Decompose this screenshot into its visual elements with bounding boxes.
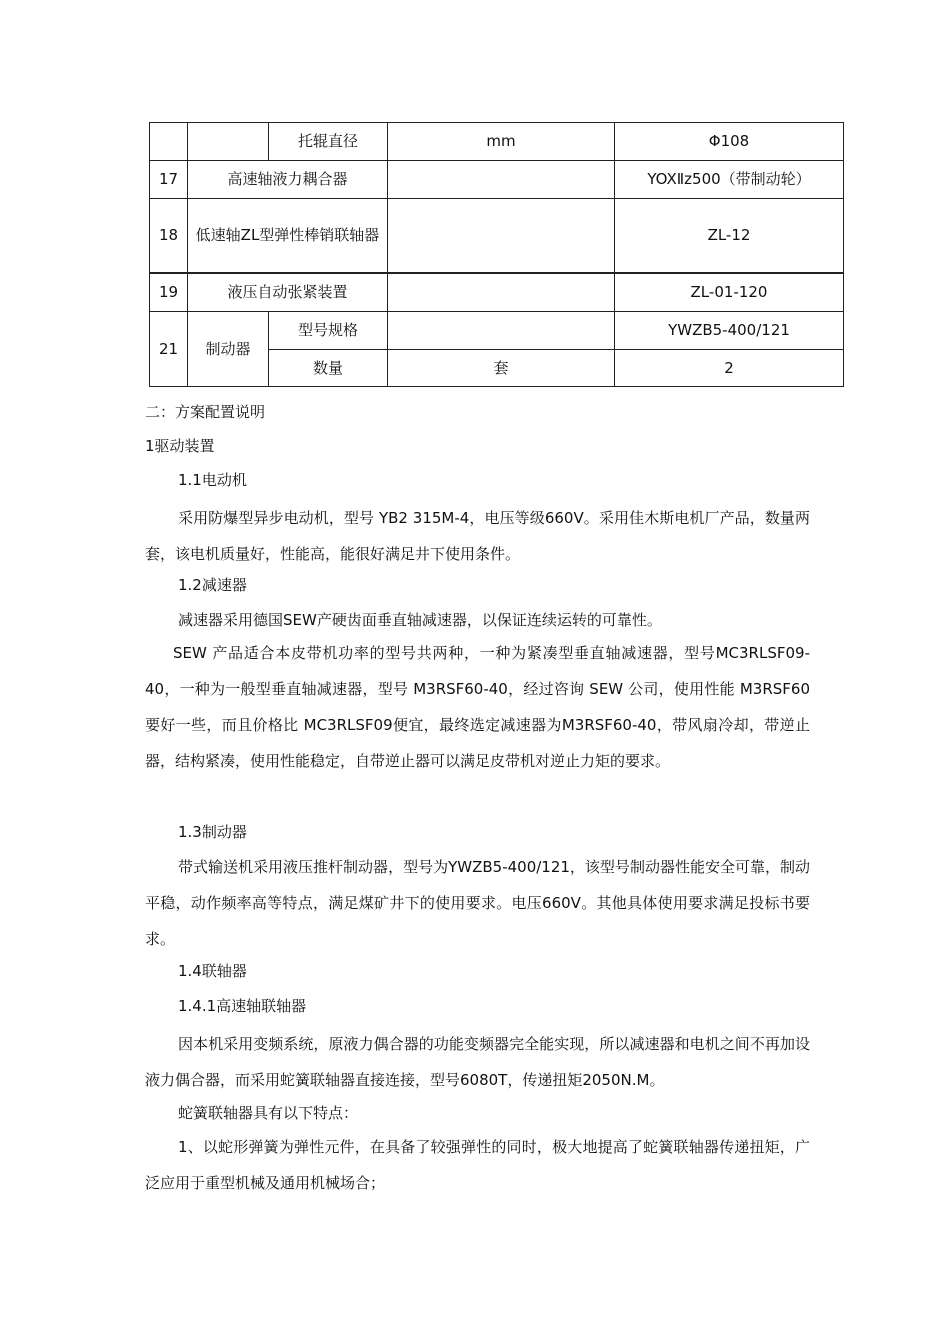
row-no: 19 — [150, 273, 188, 312]
row-unit — [388, 161, 615, 199]
motor-paragraph: 采用防爆型异步电动机，型号 YB2 315M-4，电压等级660V。采用佳木斯电机厂产品，数量两套，该电机质量好，性能高，能很好满足井下使用条件。 — [145, 509, 810, 563]
row-unit — [388, 199, 615, 273]
row-value: YOXⅡz500（带制动轮） — [615, 161, 844, 199]
table-row — [150, 161, 844, 199]
row-unit — [388, 312, 615, 350]
features-intro: 蛇簧联轴器具有以下特点： — [178, 1104, 359, 1122]
spec-table — [149, 122, 844, 387]
row-item: 型号规格 — [269, 312, 388, 350]
row-value: ZL-01-120 — [615, 273, 844, 312]
feature-item-1: 1、以蛇形弹簧为弹性元件，在具备了较强弹性的同时，极大地提高了蛇簧联轴器传递扭矩，广泛应用于重型机械及通用机械场合； — [145, 1138, 810, 1192]
row-unit: 套 — [388, 350, 615, 387]
row-item: 数量 — [269, 350, 388, 387]
motor-heading: 1.1电动机 — [178, 471, 247, 489]
row-value: YWZB5-400/121 — [615, 312, 844, 350]
coupling-heading: 1.4联轴器 — [178, 962, 247, 980]
section-heading: 二：方案配置说明 — [145, 403, 266, 421]
table-row — [150, 273, 844, 312]
row-no: 17 — [150, 161, 188, 199]
table-row — [150, 312, 844, 350]
reducer-paragraph-2: SEW 产品适合本皮带机功率的型号共两种，一种为紧凑型垂直轴减速器，型号MC3RLSF09-40，一种为一般型垂直轴减速器，型号 M3RSF60-40，经过咨询 SEW 公司，使用性能 M3RSF60要好一些，而且价格比 MC3RLSF09便宜，最终选定减速器为M3RSF60-40，带风扇冷却，带逆止器，结构紧凑，使用性能稳定，自带逆止器可以满足皮带机对逆止力矩的要求。 — [145, 644, 810, 770]
brake-heading: 1.3制动器 — [178, 823, 247, 841]
hs-coupling-heading: 1.4.1高速轴联轴器 — [178, 997, 307, 1015]
row-name: 液压自动张紧装置 — [188, 273, 388, 312]
reducer-paragraph-1: 减速器采用德国SEW产硬齿面垂直轴减速器，以保证连续运转的可靠性。 — [178, 611, 662, 629]
row-no: 21 — [150, 312, 188, 387]
row-item: 托辊直径 — [269, 123, 388, 161]
hs-coupling-paragraph: 因本机采用变频系统，原液力偶合器的功能变频器完全能实现，所以减速器和电机之间不再加设液力偶合器，而采用蛇簧联轴器直接连接，型号6080T，传递扭矩2050N.M。 — [145, 1035, 810, 1089]
row-unit — [388, 273, 615, 312]
row-no: 18 — [150, 199, 188, 273]
table-row — [150, 123, 844, 161]
reducer-heading: 1.2减速器 — [178, 576, 247, 594]
row-value: 2 — [615, 350, 844, 387]
row-value: Φ108 — [615, 123, 844, 161]
brake-paragraph: 带式输送机采用液压推杆制动器，型号为YWZB5-400/121，该型号制动器性能安全可靠，制动平稳，动作频率高等特点，满足煤矿井下的使用要求。电压660V。其他具体使用要求满足投标书要求。 — [145, 858, 810, 948]
drive-heading: 1驱动装置 — [145, 437, 215, 455]
row-name: 高速轴液力耦合器 — [188, 161, 388, 199]
table-row — [150, 199, 844, 273]
row-category — [188, 123, 269, 161]
row-no — [150, 123, 188, 161]
row-category: 制动器 — [188, 312, 269, 387]
row-name: 低速轴ZL型弹性棒销联轴器 — [188, 199, 388, 273]
row-value: ZL-12 — [615, 199, 844, 273]
row-unit: mm — [388, 123, 615, 161]
